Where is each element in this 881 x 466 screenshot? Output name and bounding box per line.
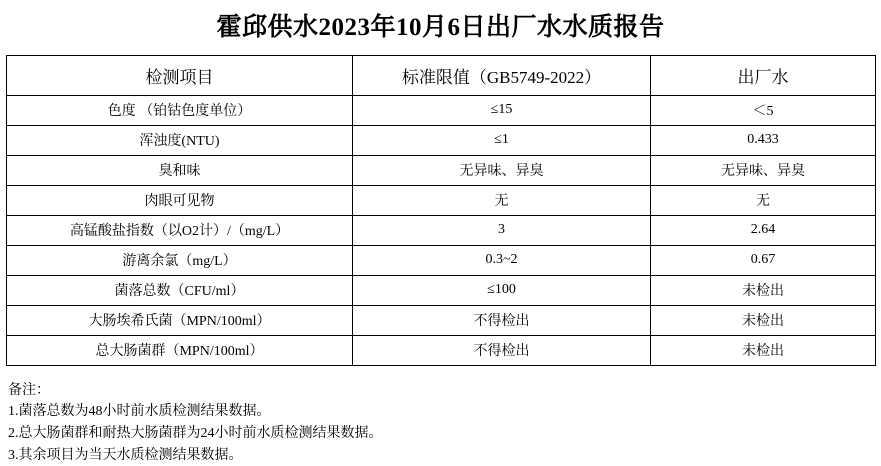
cell-output: 未检出 xyxy=(651,275,876,305)
cell-standard: 无异味、异臭 xyxy=(353,155,651,185)
cell-output: 0.433 xyxy=(651,125,876,155)
cell-output: 2.64 xyxy=(651,215,876,245)
cell-output: 0.67 xyxy=(651,245,876,275)
cell-output: ＜5 xyxy=(651,95,876,125)
table-row xyxy=(7,185,876,215)
cell-item: 大肠埃希氏菌（MPN/100ml） xyxy=(7,305,353,335)
cell-item: 总大肠菌群（MPN/100ml） xyxy=(7,335,353,365)
cell-item: 色度 （铂钴色度单位） xyxy=(7,95,353,125)
note-line: 2.总大肠菌群和耐热大肠菌群为24小时前水质检测结果数据。 xyxy=(8,423,873,445)
column-header-item: 检测项目 xyxy=(7,55,353,95)
cell-output: 未检出 xyxy=(651,305,876,335)
notes-section xyxy=(0,366,881,466)
cell-item: 游离余氯（mg/L） xyxy=(7,245,353,275)
column-header-standard: 标准限值（GB5749-2022） xyxy=(353,55,651,95)
cell-standard: 不得检出 xyxy=(353,305,651,335)
cell-item: 菌落总数（CFU/ml） xyxy=(7,275,353,305)
water-quality-table xyxy=(6,55,876,366)
cell-output: 未检出 xyxy=(651,335,876,365)
cell-standard: ≤15 xyxy=(353,95,651,125)
table-header-row xyxy=(7,55,876,95)
table-row xyxy=(7,95,876,125)
cell-standard: 0.3~2 xyxy=(353,245,651,275)
page-title: 霍邱供水2023年10月6日出厂水水质报告 xyxy=(0,0,881,55)
cell-standard: 不得检出 xyxy=(353,335,651,365)
note-line: 3.其余项目为当天水质检测结果数据。 xyxy=(8,445,873,466)
cell-item: 肉眼可见物 xyxy=(7,185,353,215)
table-header xyxy=(7,55,876,95)
table-row xyxy=(7,125,876,155)
table-row xyxy=(7,245,876,275)
table-row xyxy=(7,335,876,365)
cell-item: 臭和味 xyxy=(7,155,353,185)
table-row xyxy=(7,305,876,335)
cell-standard: 无 xyxy=(353,185,651,215)
table-row xyxy=(7,275,876,305)
cell-standard: ≤100 xyxy=(353,275,651,305)
cell-standard: 3 xyxy=(353,215,651,245)
cell-item: 高锰酸盐指数（以O2计）/（mg/L） xyxy=(7,215,353,245)
table-row xyxy=(7,215,876,245)
cell-output: 无异味、异臭 xyxy=(651,155,876,185)
column-header-output: 出厂水 xyxy=(651,55,876,95)
note-line: 1.菌落总数为48小时前水质检测结果数据。 xyxy=(8,401,873,423)
notes-label: 备注： xyxy=(8,380,873,402)
table-container xyxy=(0,55,881,366)
cell-output: 无 xyxy=(651,185,876,215)
cell-item: 浑浊度(NTU) xyxy=(7,125,353,155)
table-body xyxy=(7,95,876,365)
cell-standard: ≤1 xyxy=(353,125,651,155)
table-row xyxy=(7,155,876,185)
